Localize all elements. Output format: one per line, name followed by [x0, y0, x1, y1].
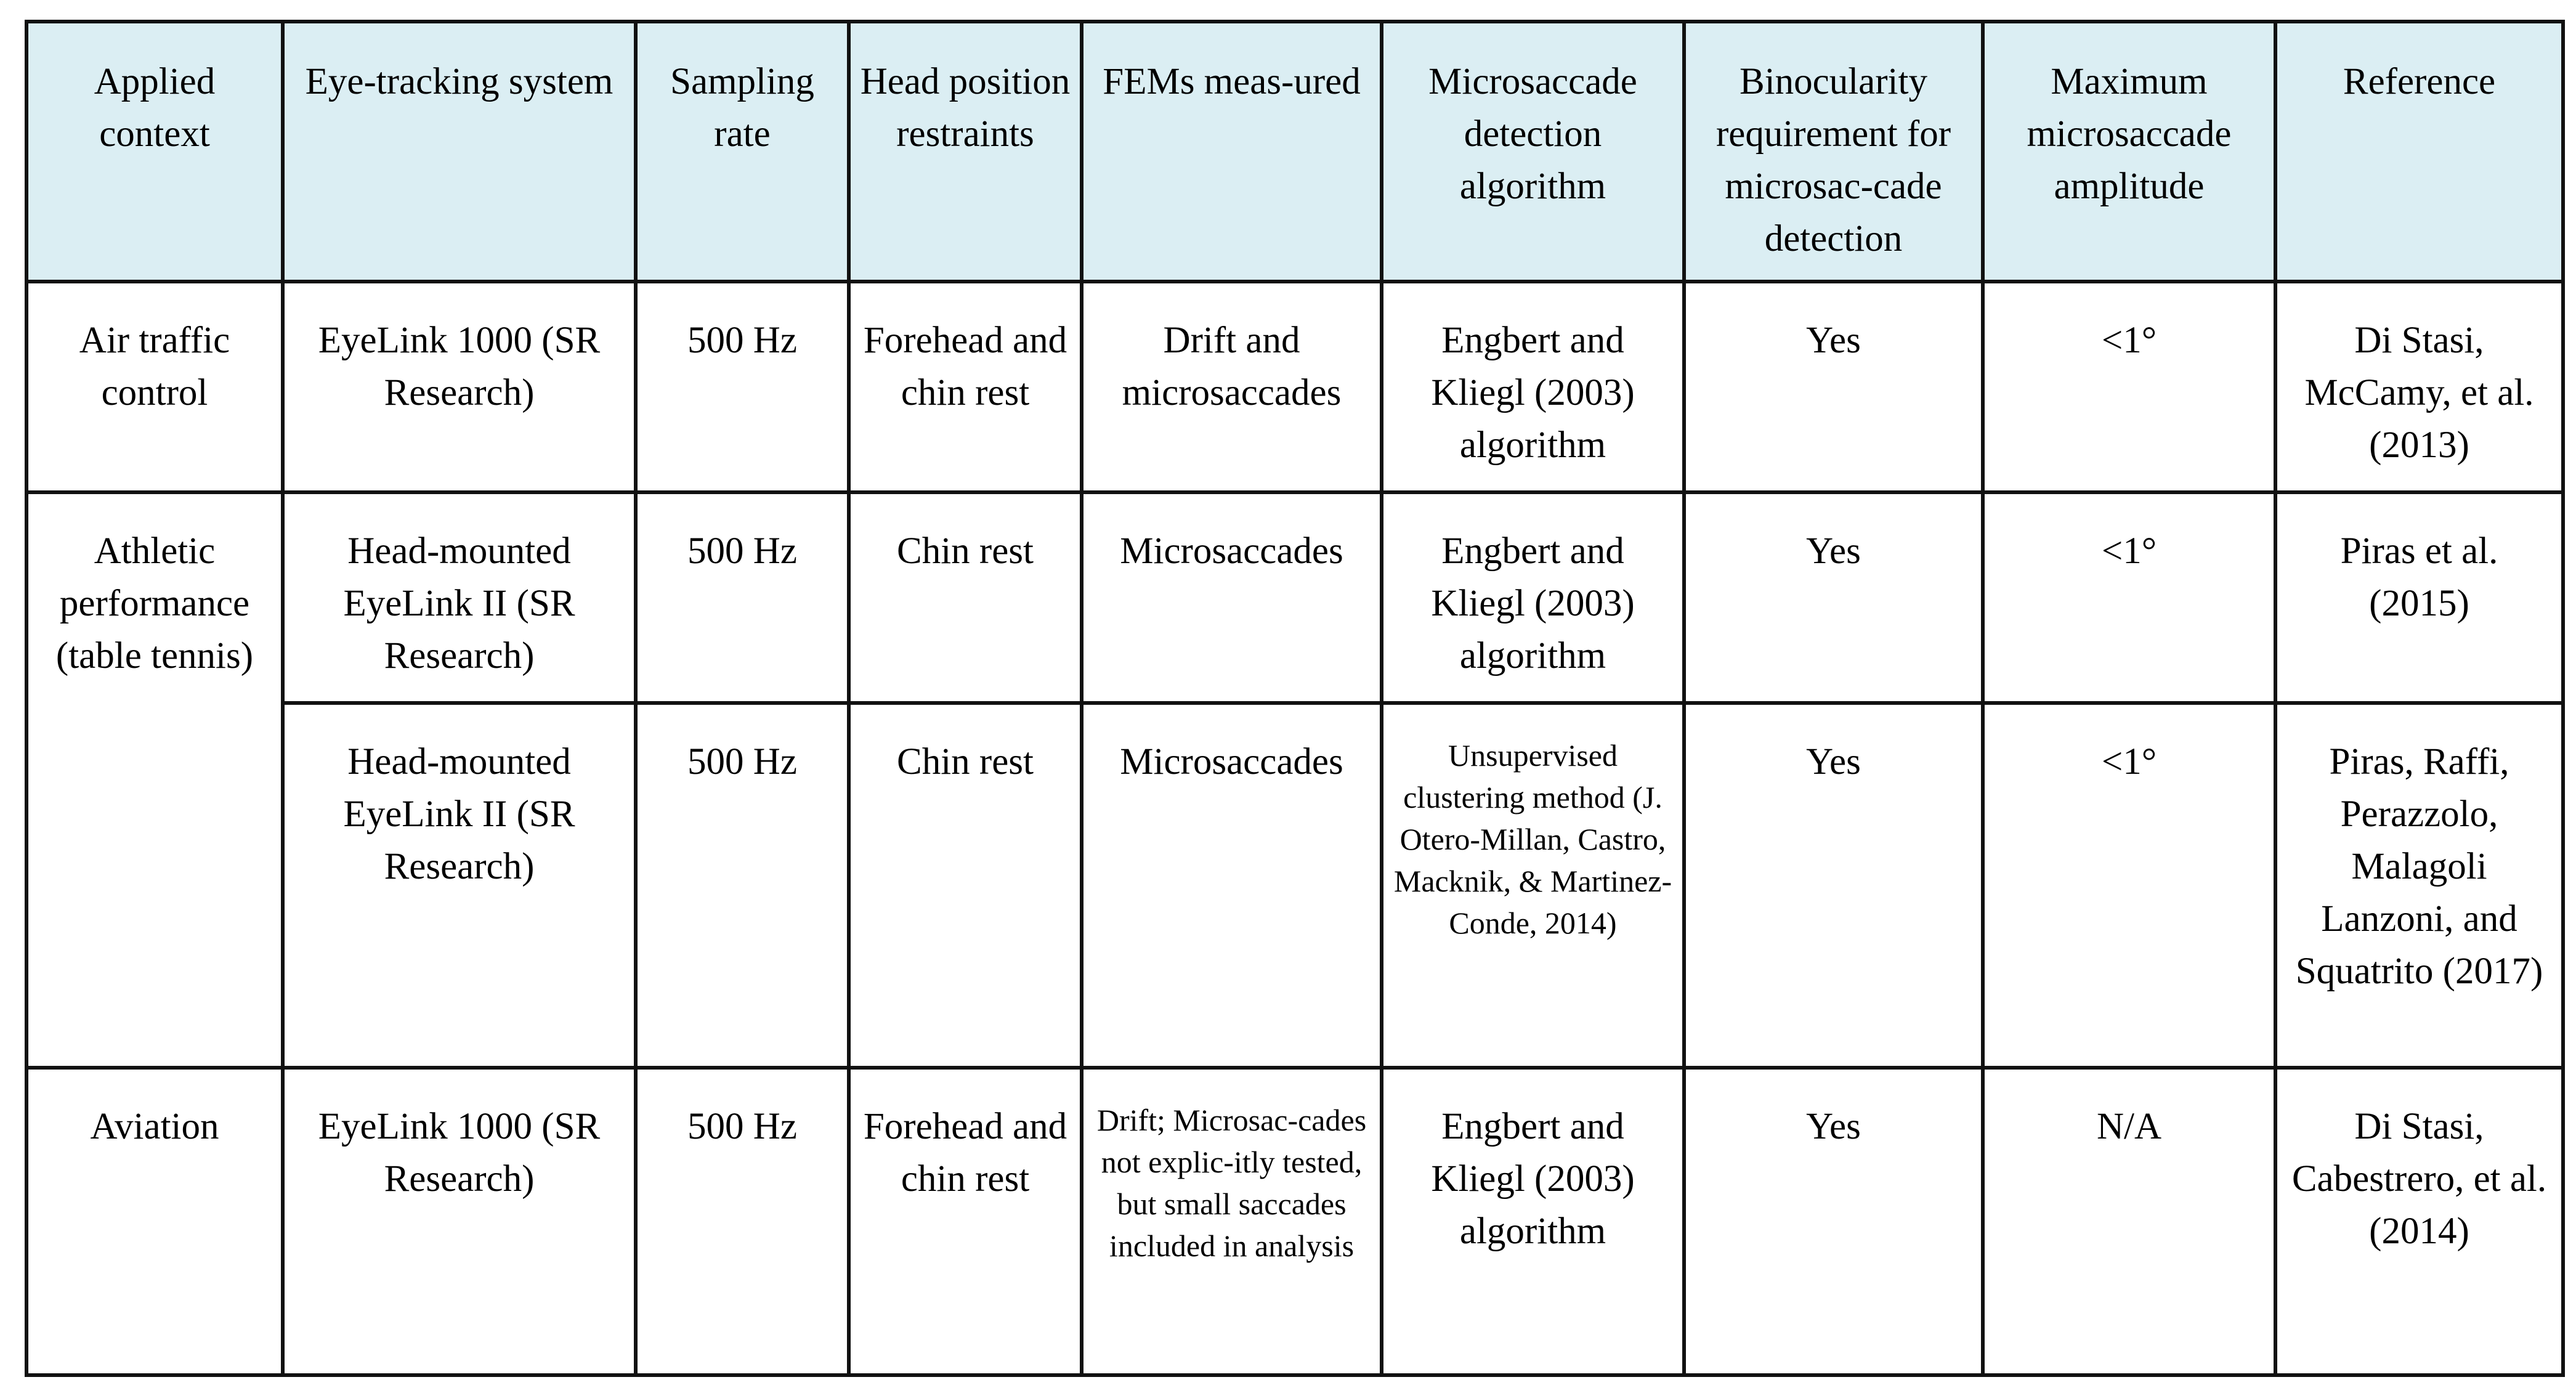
cell-reference: Di Stasi, McCamy, et al. (2013) — [2275, 282, 2563, 492]
table-row — [26, 1068, 2563, 1375]
header-row — [26, 22, 2563, 282]
cell-restraints: Forehead and chin rest — [849, 282, 1082, 492]
cell-rate: 500 Hz — [636, 282, 849, 492]
cell-algorithm: Engbert and Kliegl (2003) algorithm — [1382, 492, 1684, 703]
cell-algorithm: Engbert and Kliegl (2003) algorithm — [1382, 1068, 1684, 1375]
header-binocularity-requirement: Binocularity requirement for microsac-cade detection — [1684, 22, 1983, 282]
cell-algorithm: Unsupervised clustering method (J. Otero-Millan, Castro, Macknik, & Martinez-Conde, 2014) — [1382, 703, 1684, 1068]
cell-reference: Piras, Raffi, Perazzolo, Malagoli Lanzoni, and Squatrito (2017) — [2275, 703, 2563, 1068]
cell-rate: 500 Hz — [636, 492, 849, 703]
cell-fems: Drift; Microsac-cades not explic-itly tested, but small saccades included in analysis — [1082, 1068, 1382, 1375]
table-row — [26, 282, 2563, 492]
cell-system: Head-mounted EyeLink II (SR Research) — [283, 703, 636, 1068]
cell-binocularity: Yes — [1684, 282, 1983, 492]
cell-context: Air traffic control — [26, 282, 283, 492]
cell-restraints: Chin rest — [849, 703, 1082, 1068]
cell-context: Athletic performance (table tennis) — [26, 492, 283, 1068]
cell-reference: Di Stasi, Cabestrero, et al. (2014) — [2275, 1068, 2563, 1375]
cell-amplitude: <1° — [1983, 282, 2275, 492]
cell-algorithm: Engbert and Kliegl (2003) algorithm — [1382, 282, 1684, 492]
cell-restraints: Forehead and chin rest — [849, 1068, 1082, 1375]
cell-rate: 500 Hz — [636, 703, 849, 1068]
cell-fems: Microsaccades — [1082, 492, 1382, 703]
header-head-position-restraints: Head position restraints — [849, 22, 1082, 282]
studies-table — [25, 20, 2565, 1377]
header-applied-context: Applied context — [26, 22, 283, 282]
header-microsaccade-detection-algorithm: Microsaccade detection algorithm — [1382, 22, 1684, 282]
cell-context: Aviation — [26, 1068, 283, 1375]
cell-fems: Drift and microsaccades — [1082, 282, 1382, 492]
table-row — [26, 492, 2563, 703]
cell-rate: 500 Hz — [636, 1068, 849, 1375]
cell-fems: Microsaccades — [1082, 703, 1382, 1068]
cell-system: Head-mounted EyeLink II (SR Research) — [283, 492, 636, 703]
cell-binocularity: Yes — [1684, 703, 1983, 1068]
cell-system: EyeLink 1000 (SR Research) — [283, 1068, 636, 1375]
cell-amplitude: <1° — [1983, 492, 2275, 703]
header-sampling-rate: Sampling rate — [636, 22, 849, 282]
cell-binocularity: Yes — [1684, 1068, 1983, 1375]
cell-reference: Piras et al. (2015) — [2275, 492, 2563, 703]
table-row — [26, 703, 2563, 1068]
cell-system: EyeLink 1000 (SR Research) — [283, 282, 636, 492]
header-maximum-amplitude: Maximum microsaccade amplitude — [1983, 22, 2275, 282]
cell-restraints: Chin rest — [849, 492, 1082, 703]
header-fems-measured: FEMs meas-ured — [1082, 22, 1382, 282]
cell-binocularity: Yes — [1684, 492, 1983, 703]
header-reference: Reference — [2275, 22, 2563, 282]
cell-amplitude: <1° — [1983, 703, 2275, 1068]
header-eye-tracking-system: Eye-tracking system — [283, 22, 636, 282]
cell-amplitude: N/A — [1983, 1068, 2275, 1375]
